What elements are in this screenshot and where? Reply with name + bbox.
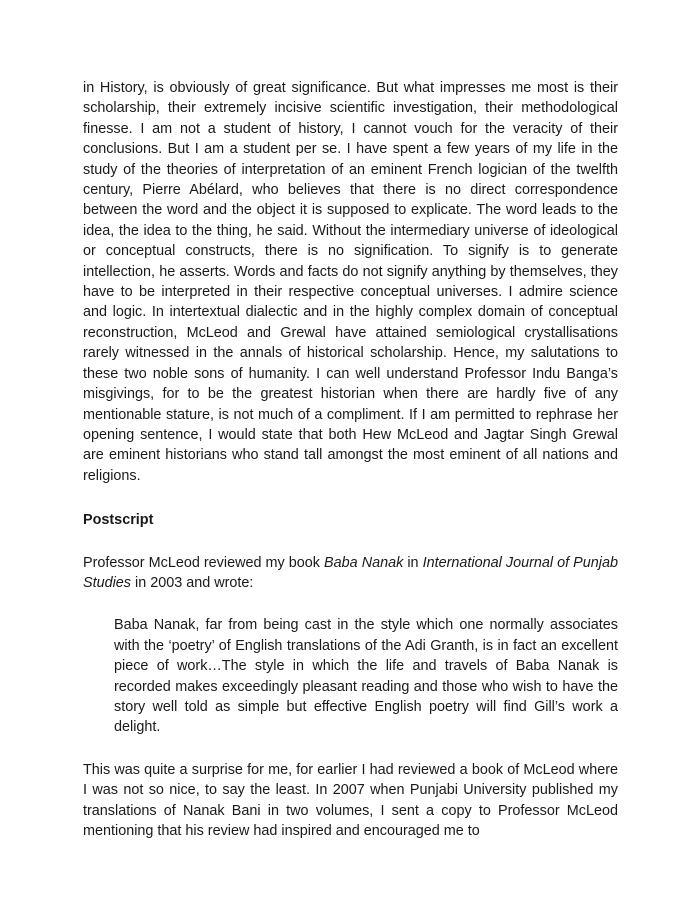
block-quote: Baba Nanak, far from being cast in the style which one normally associates with the ‘poetry’ of English translations of the Adi Granth, is in fact an excellent piece of work…The style in which the life and travels of Baba Nanak is recorded makes exceedingly pleasant reading and those who wish to have the story well told as simple but effective English poetry will find Gill’s work a delight. [114, 617, 618, 736]
document-page [83, 78, 618, 841]
journal-title: International Journal of Punjab Studies [83, 554, 618, 591]
section-heading-postscript: Postscript [83, 512, 154, 529]
paragraph-2-text-middle: in [403, 554, 423, 571]
body-paragraph-2 [83, 553, 618, 594]
paragraph-2-text-after: in 2003 and wrote: [131, 574, 254, 591]
body-paragraph-1: in History, is obviously of great significance. But what impresses me most is their scholarship, their extremely incisive scientific investigation, their methodological finesse. I am not a student of history, I cannot vouch for the veracity of their conclusions. But I am a student per se. I have spent a few years of my life in the study of the theories of interpretation of an eminent French logician of the twelfth century, Pierre Abélard, who believes that there is no direct correspondence between the word and the object it is supposed to explicate. The word leads to the idea, the idea to the thing, he said. Without the intermediary universe of ideological or conceptual constructs, there is no signification. To signify is to generate intellection, he asserts. Words and facts do not signify anything by themselves, they have to be interpreted in their respective conceptual universes. I admire science and logic. In intertextual dialectic and in the highly complex domain of conceptual reconstruction, McLeod and Grewal have attained semiological crystallisations rarely witnessed in the annals of historical scholarship. Hence, my salutations to these two noble sons of humanity. I can well understand Professor Indu Banga’s misgivings, for to be the greatest historian when there are hardly five of any mentionable stature, is not much of a compliment. If I am permitted to rephrase her opening sentence, I would state that both Hew McLeod and Jagtar Singh Grewal are eminent historians who stand tall amongst the most eminent of all nations and religions. [83, 80, 618, 484]
body-paragraph-3: This was quite a surprise for me, for earlier I had reviewed a book of McLeod where I was not so nice, to say the least. In 2007 when Punjabi University published my translations of Nanak Bani in two volumes, I sent a copy to Professor McLeod mentioning that his review had inspired and encouraged me to [83, 761, 618, 839]
book-title: Baba Nanak [324, 554, 404, 571]
paragraph-2-text-before: Professor McLeod reviewed my book [83, 554, 325, 571]
